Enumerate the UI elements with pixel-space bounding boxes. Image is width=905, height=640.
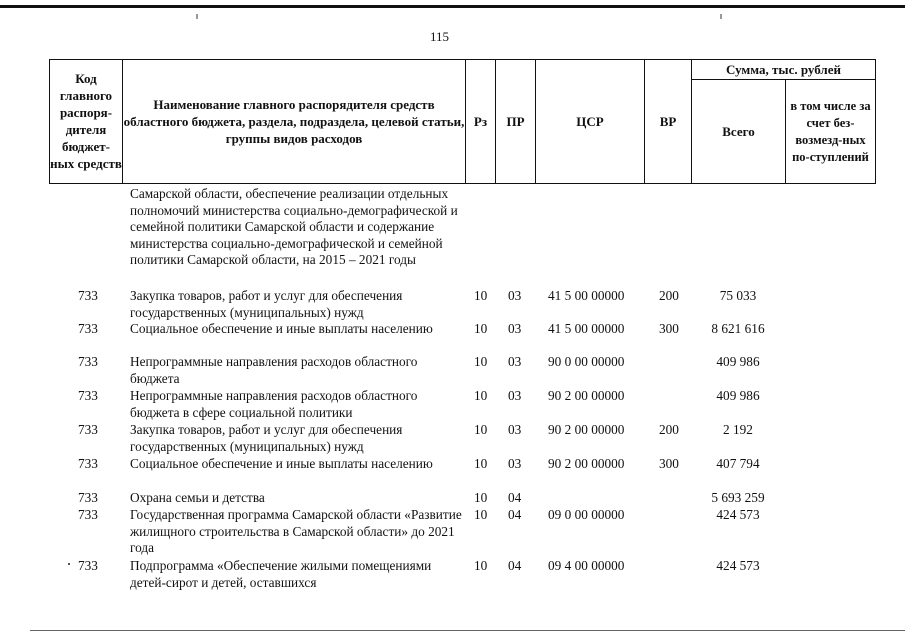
cell-code: 733 [78, 288, 98, 303]
carry-over-text: Самарской области, обеспечение реализации отдельных полномочий министерства социально-демографической и семейной политики Самарской области и содержание министерства социально-демографической и семейной политики Самарской области, на 2015 – 2021 годы [130, 186, 458, 267]
cell-name: Государственная программа Самарской области «Развитие жилищного строительства в Самарской области» до 2021 года [130, 507, 462, 555]
cell-code: 733 [78, 354, 98, 369]
header-code: Код главного распоря-дителя бюджет-ных средств [50, 71, 122, 171]
cell-pr: 04 [508, 558, 522, 573]
cell-rz: 10 [474, 490, 488, 505]
header-pr: ПР [506, 113, 525, 129]
cell-pr: 03 [508, 321, 522, 336]
cell-csr: 90 0 00 00000 [548, 354, 625, 369]
cell-pr: 03 [508, 422, 522, 437]
cell-rz: 10 [474, 558, 488, 573]
cell-name: Непрограммные направления расходов областного бюджета [130, 354, 418, 386]
cell-name: Подпрограмма «Обеспечение жилыми помещениями детей-сирот и детей, оставшихся [130, 558, 432, 590]
cell-pr: 04 [508, 507, 522, 522]
cell-pr: 03 [508, 288, 522, 303]
header-name: Наименование главного распорядителя средств областного бюджета, раздела, подраздела, целевой статьи, группы видов расходов [123, 96, 465, 146]
cell-name: Закупка товаров, работ и услуг для обеспечения государственных (муниципальных) нужд [130, 288, 403, 320]
header-csr: ЦСР [576, 113, 604, 129]
cell-csr: 41 5 00 00000 [548, 288, 625, 303]
col-border [875, 59, 876, 184]
cell-name: Непрограммные направления расходов областного бюджета в сфере социальной политики [130, 388, 418, 420]
cell-code: 733 [78, 558, 98, 573]
cell-name: Охрана семьи и детства [130, 490, 265, 505]
cell-rz: 10 [474, 422, 488, 437]
cell-total: 409 986 [716, 354, 760, 369]
scan-speck [68, 563, 70, 565]
cell-total: 409 986 [716, 388, 760, 403]
header-vr: ВР [659, 113, 677, 129]
cell-rz: 10 [474, 507, 488, 522]
cell-rz: 10 [474, 456, 488, 471]
cell-pr: 03 [508, 388, 522, 403]
cell-total: 2 192 [723, 422, 753, 437]
scan-mark [196, 14, 198, 19]
cell-total: 424 573 [716, 558, 760, 573]
cell-pr: 04 [508, 490, 522, 505]
scan-mark [720, 14, 722, 19]
header-sum: Сумма, тыс. рублей [726, 61, 841, 77]
cell-vr: 200 [659, 422, 679, 437]
header-incl: в том числе за счет без-возмезд-ных по-ступлений [790, 98, 871, 164]
cell-csr: 90 2 00 00000 [548, 422, 625, 437]
cell-rz: 10 [474, 354, 488, 369]
cell-csr: 09 4 00 00000 [548, 558, 625, 573]
header-rz: Рз [473, 113, 488, 129]
cell-pr: 03 [508, 456, 522, 471]
cell-code: 733 [78, 321, 98, 336]
cell-code: 733 [78, 388, 98, 403]
cell-vr: 200 [659, 288, 679, 303]
page-number: 115 [430, 29, 450, 44]
cell-csr: 90 2 00 00000 [548, 388, 625, 403]
cell-vr: 300 [659, 456, 679, 471]
cell-csr: 90 2 00 00000 [548, 456, 625, 471]
cell-csr: 09 0 00 00000 [548, 507, 625, 522]
cell-rz: 10 [474, 388, 488, 403]
cell-total: 407 794 [716, 456, 760, 471]
table-header [49, 59, 876, 184]
cell-code: 733 [78, 490, 98, 505]
cell-total: 75 033 [719, 288, 757, 303]
cell-total: 424 573 [716, 507, 760, 522]
header-total: Всего [722, 124, 755, 139]
cell-name: Закупка товаров, работ и услуг для обеспечения государственных (муниципальных) нужд [130, 422, 403, 454]
cell-csr: 41 5 00 00000 [548, 321, 625, 336]
cell-name: Социальное обеспечение и иные выплаты населению [130, 456, 433, 471]
cell-code: 733 [78, 456, 98, 471]
cell-total: 8 621 616 [711, 321, 765, 336]
top-rule [0, 5, 905, 8]
cell-pr: 03 [508, 354, 522, 369]
cell-rz: 10 [474, 288, 488, 303]
cell-code: 733 [78, 507, 98, 522]
header-bottom-border [49, 183, 876, 184]
bottom-rule [30, 630, 905, 631]
cell-rz: 10 [474, 321, 488, 336]
cell-name: Социальное обеспечение и иные выплаты населению [130, 321, 433, 336]
cell-code: 733 [78, 422, 98, 437]
cell-total: 5 693 259 [711, 490, 765, 505]
cell-vr: 300 [659, 321, 679, 336]
